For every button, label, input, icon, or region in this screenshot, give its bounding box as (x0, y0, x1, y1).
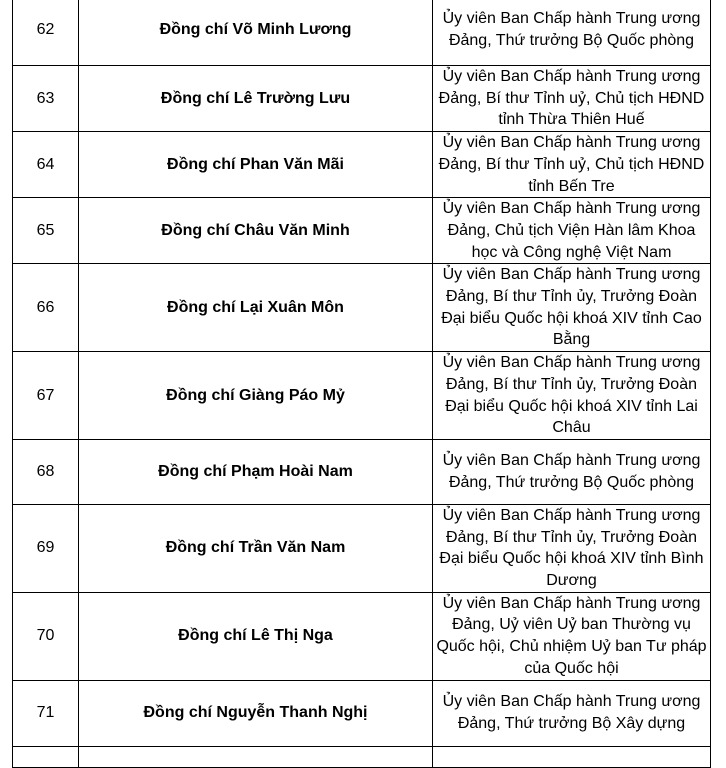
members-table (12, 0, 711, 768)
table-row (13, 264, 711, 352)
table-row (13, 352, 711, 440)
member-position: Ủy viên Ban Chấp hành Trung ương Đảng, Thứ trưởng Bộ Quốc phòng (433, 439, 711, 504)
member-position: Ủy viên Ban Chấp hành Trung ương Đảng, Thứ trưởng Bộ Quốc phòng (433, 0, 711, 66)
member-name: Đồng chí Phan Văn Mãi (79, 132, 433, 198)
member-position: Ủy viên Ban Chấp hành Trung ương Đảng, Bí thư Tỉnh uỷ, Chủ tịch HĐND tỉnh Bến Tre (433, 132, 711, 198)
cell-empty (79, 746, 433, 767)
table-row (13, 504, 711, 592)
member-name: Đồng chí Phạm Hoài Nam (79, 439, 433, 504)
table-row-partial (13, 746, 711, 767)
cell-empty (433, 746, 711, 767)
member-position: Ủy viên Ban Chấp hành Trung ương Đảng, Uỷ viên Uỷ ban Thường vụ Quốc hội, Chủ nhiệm Uỷ ban Tư pháp của Quốc hội (433, 592, 711, 680)
member-position: Ủy viên Ban Chấp hành Trung ương Đảng, Bí thư Tỉnh uỷ, Chủ tịch HĐND tỉnh Thừa Thiên Huế (433, 66, 711, 132)
cell-empty (13, 746, 79, 767)
member-name: Đồng chí Lê Thị Nga (79, 592, 433, 680)
row-number: 62 (13, 0, 79, 66)
member-position: Ủy viên Ban Chấp hành Trung ương Đảng, Chủ tịch Viện Hàn lâm Khoa học và Công nghệ Việt Nam (433, 198, 711, 264)
row-number: 67 (13, 352, 79, 440)
row-number: 70 (13, 592, 79, 680)
member-name: Đồng chí Châu Văn Minh (79, 198, 433, 264)
table-row (13, 592, 711, 680)
table-row (13, 439, 711, 504)
member-position: Ủy viên Ban Chấp hành Trung ương Đảng, Bí thư Tỉnh ủy, Trưởng Đoàn Đại biểu Quốc hội khoá XIV tỉnh Bình Dương (433, 504, 711, 592)
row-number: 71 (13, 680, 79, 746)
member-name: Đồng chí Giàng Páo Mỷ (79, 352, 433, 440)
member-name: Đồng chí Lê Trường Lưu (79, 66, 433, 132)
member-name: Đồng chí Trần Văn Nam (79, 504, 433, 592)
table-row (13, 198, 711, 264)
table-row (13, 0, 711, 66)
row-number: 68 (13, 439, 79, 504)
member-position: Ủy viên Ban Chấp hành Trung ương Đảng, Thứ trưởng Bộ Xây dựng (433, 680, 711, 746)
member-name: Đồng chí Lại Xuân Môn (79, 264, 433, 352)
row-number: 63 (13, 66, 79, 132)
row-number: 66 (13, 264, 79, 352)
table-row (13, 132, 711, 198)
member-name: Đồng chí Võ Minh Lương (79, 0, 433, 66)
row-number: 69 (13, 504, 79, 592)
member-name: Đồng chí Nguyễn Thanh Nghị (79, 680, 433, 746)
row-number: 64 (13, 132, 79, 198)
table-row (13, 680, 711, 746)
table-row (13, 66, 711, 132)
row-number: 65 (13, 198, 79, 264)
member-position: Ủy viên Ban Chấp hành Trung ương Đảng, Bí thư Tỉnh ủy, Trưởng Đoàn Đại biểu Quốc hội khoá XIV tỉnh Cao Bằng (433, 264, 711, 352)
member-position: Ủy viên Ban Chấp hành Trung ương Đảng, Bí thư Tỉnh ủy, Trưởng Đoàn Đại biểu Quốc hội khoá XIV tỉnh Lai Châu (433, 352, 711, 440)
